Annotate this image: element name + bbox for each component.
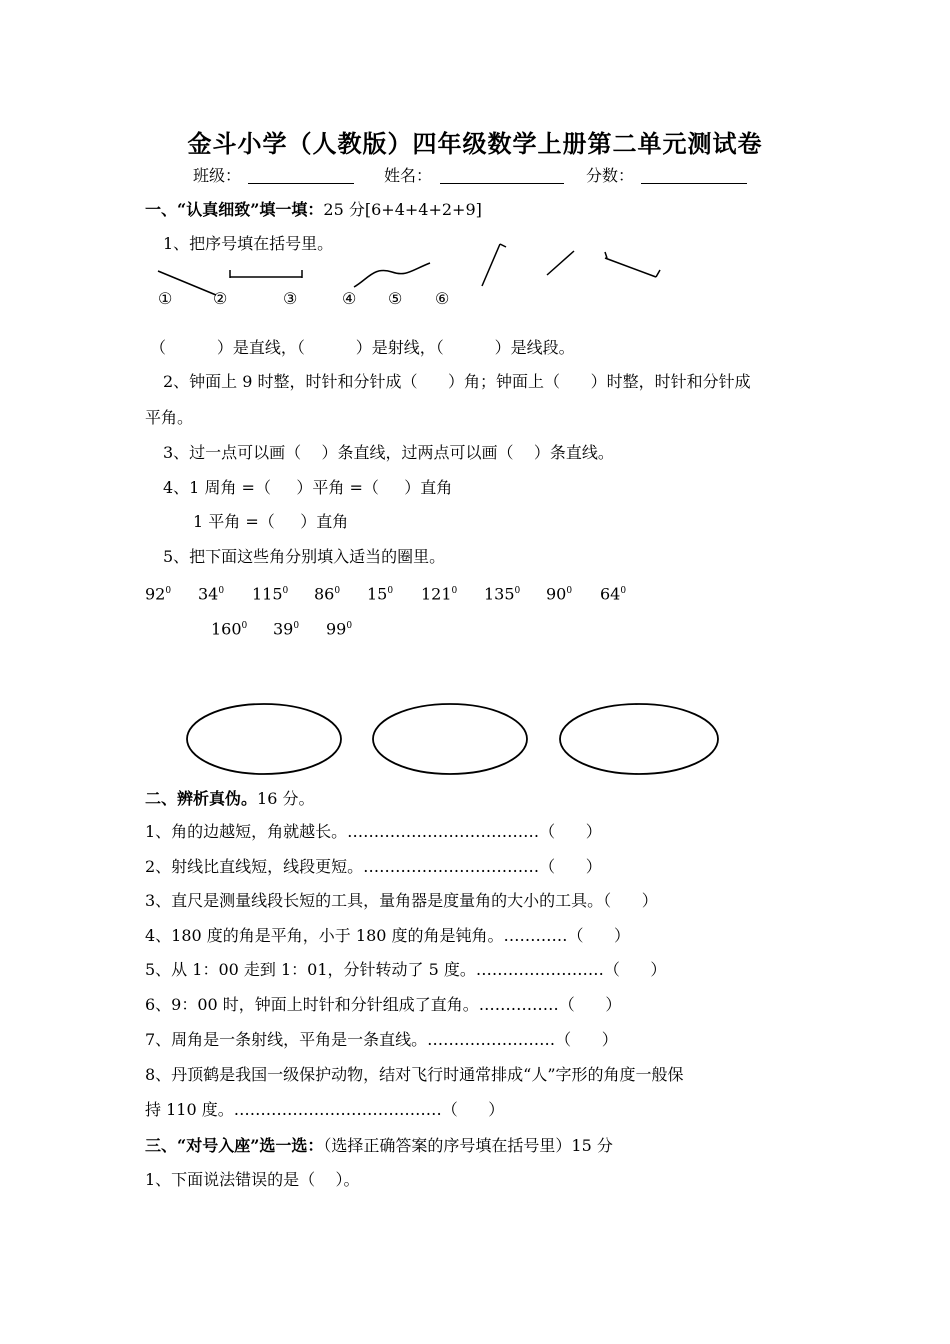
q2-text-b: 平角。 <box>145 408 194 427</box>
marker-3: ③ <box>283 289 298 308</box>
angle-value: $92^0$ <box>145 584 172 604</box>
answer-oval-2[interactable] <box>373 704 527 774</box>
q2-text-a: 2、钟面上 9 时整，时针和分针成（ ）角；钟面上（ ）时整，时针和分针成 <box>163 372 751 391</box>
q1-text: 1、把序号填在括号里。 <box>163 234 334 253</box>
class-label: 班级： <box>193 166 242 185</box>
angle-value: $115^0$ <box>252 584 289 604</box>
section-2-heading-bold: 二、辨析真伪。 <box>145 789 258 808</box>
angle-value: $64^0$ <box>600 584 627 604</box>
answer-oval-1[interactable] <box>187 704 341 774</box>
angle-value: $90^0$ <box>546 584 573 604</box>
angle-value: $39^0$ <box>273 619 300 639</box>
marker-2: ② <box>213 289 228 308</box>
angle-value: $135^0$ <box>484 584 521 604</box>
figure-line-4-tick <box>500 244 506 247</box>
figure-line-5 <box>547 251 574 275</box>
judge-item: 8、丹顶鹤是我国一级保护动物，结对飞行时通常排成“人”字形的角度一般保 <box>145 1065 684 1084</box>
q4-text-a: 4、1 周角 =（ ）平角 =（ ）直角 <box>163 478 453 497</box>
answer-oval-3[interactable] <box>560 704 718 774</box>
angle-value: $15^0$ <box>367 584 394 604</box>
angle-value: $99^0$ <box>326 619 353 639</box>
marker-4: ④ <box>342 289 357 308</box>
section-1-heading-bold: 一、“认真细致”填一填： <box>145 200 324 219</box>
angle-value: $160^0$ <box>211 619 248 639</box>
choice-q1: 1、下面说法错误的是（ ）。 <box>145 1170 360 1189</box>
q5-text: 5、把下面这些角分别填入适当的圈里。 <box>163 547 446 566</box>
judge-item: 6、9：00 时，钟面上时针和分针组成了直角。……………（ ） <box>145 995 622 1014</box>
marker-5: ⑤ <box>388 289 403 308</box>
judge-item: 2、射线比直线短，线段更短。……………………………（ ） <box>145 857 602 876</box>
judge-item: 5、从 1：00 走到 1：01，分针转动了 5 度。……………………（ ） <box>145 960 667 979</box>
judge-item: 持 110 度。…………………………………（ ） <box>145 1100 505 1119</box>
figure-line-6-tick-right <box>656 270 660 277</box>
angle-value: $121^0$ <box>421 584 458 604</box>
section-3-heading-rest: （选择正确答案的序号填在括号里）15 分 <box>323 1136 613 1155</box>
judge-item: 3、直尺是测量线段长短的工具，量角器是度量角的大小的工具。（ ） <box>145 891 658 910</box>
q4-text-b: 1 平角 =（ ）直角 <box>193 512 349 531</box>
section-2-heading <box>145 788 314 810</box>
section-3-heading <box>145 1135 613 1157</box>
judge-item: 4、180 度的角是平角，小于 180 度的角是钝角。…………（ ） <box>145 926 631 945</box>
score-label: 分数： <box>586 166 635 185</box>
figure-line-6-tick-left <box>605 252 607 258</box>
section-3-heading-bold: 三、“对号入座”选一选： <box>145 1136 324 1155</box>
judge-item: 7、周角是一条射线，平角是一条直线。……………………（ ） <box>145 1030 618 1049</box>
angle-value: $34^0$ <box>198 584 225 604</box>
section-2-heading-rest: 16 分。 <box>257 789 315 808</box>
figure-line-4 <box>482 244 500 286</box>
q1-answer-line: （ ）是直线，（ ）是射线，（ ）是线段。 <box>150 338 575 357</box>
judge-item: 1、角的边越短，角就越长。………………………………（ ） <box>145 822 602 841</box>
figure-line-6 <box>605 258 656 277</box>
angle-value: $86^0$ <box>314 584 341 604</box>
figure-curve-3 <box>354 263 430 287</box>
marker-6: ⑥ <box>435 289 450 308</box>
marker-1: ① <box>158 289 173 308</box>
name-label: 姓名： <box>384 166 433 185</box>
q3-text: 3、过一点可以画（ ）条直线，过两点可以画（ ）条直线。 <box>163 443 614 462</box>
page-title: 金斗小学（人教版）四年级数学上册第二单元测试卷 <box>187 129 763 158</box>
section-1-heading-rest: 25 分[6+4+4+2+9] <box>323 200 482 219</box>
